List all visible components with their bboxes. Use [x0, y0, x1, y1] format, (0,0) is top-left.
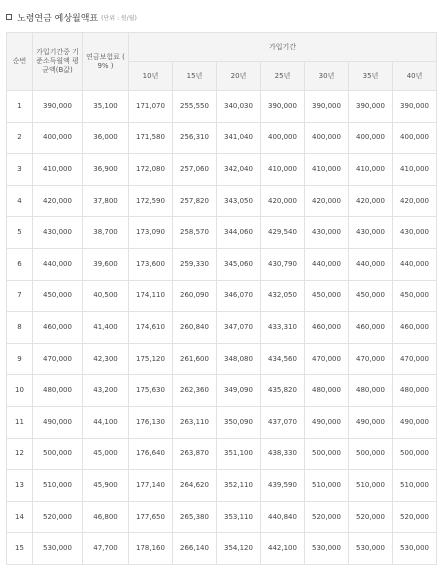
table-cell: 490,000: [33, 406, 83, 438]
table-cell: 264,620: [173, 470, 217, 502]
table-cell: 470,000: [33, 343, 83, 375]
table-cell: 256,310: [173, 122, 217, 154]
table-cell: 432,050: [261, 280, 305, 312]
table-cell: 178,160: [129, 533, 173, 565]
table-cell: 420,000: [349, 185, 393, 217]
table-row: [7, 91, 437, 123]
table-cell: 450,000: [305, 280, 349, 312]
table-cell: 460,000: [33, 312, 83, 344]
table-cell: 260,090: [173, 280, 217, 312]
table-cell: 36,000: [83, 122, 129, 154]
table-cell: 175,630: [129, 375, 173, 407]
table-cell: 500,000: [33, 438, 83, 470]
table-cell: 450,000: [393, 280, 437, 312]
row-number: 9: [7, 343, 33, 375]
table-cell: 263,870: [173, 438, 217, 470]
table-cell: 470,000: [393, 343, 437, 375]
table-cell: 259,330: [173, 248, 217, 280]
table-cell: 260,840: [173, 312, 217, 344]
table-cell: 439,590: [261, 470, 305, 502]
table-cell: 171,070: [129, 91, 173, 123]
row-number: 5: [7, 217, 33, 249]
table-cell: 400,000: [305, 122, 349, 154]
table-cell: 400,000: [393, 122, 437, 154]
table-cell: 410,000: [261, 154, 305, 186]
header-seq: 순번: [7, 33, 33, 91]
table-cell: 343,050: [217, 185, 261, 217]
table-cell: 390,000: [393, 91, 437, 123]
table-cell: 480,000: [349, 375, 393, 407]
row-number: 15: [7, 533, 33, 565]
table-cell: 430,000: [349, 217, 393, 249]
table-cell: 347,070: [217, 312, 261, 344]
table-cell: 437,070: [261, 406, 305, 438]
table-cell: 46,800: [83, 501, 129, 533]
table-row: [7, 375, 437, 407]
table-cell: 410,000: [393, 154, 437, 186]
row-number: 10: [7, 375, 33, 407]
table-row: [7, 438, 437, 470]
table-cell: 342,040: [217, 154, 261, 186]
table-cell: 390,000: [305, 91, 349, 123]
table-cell: 257,820: [173, 185, 217, 217]
table-cell: 349,090: [217, 375, 261, 407]
table-cell: 175,120: [129, 343, 173, 375]
table-cell: 40,500: [83, 280, 129, 312]
header-period: 가입기간: [129, 33, 437, 62]
row-number: 12: [7, 438, 33, 470]
table-cell: 440,000: [393, 248, 437, 280]
row-number: 11: [7, 406, 33, 438]
table-row: [7, 154, 437, 186]
row-number: 1: [7, 91, 33, 123]
table-cell: 400,000: [33, 122, 83, 154]
table-cell: 430,790: [261, 248, 305, 280]
table-cell: 420,000: [393, 185, 437, 217]
table-cell: 350,090: [217, 406, 261, 438]
table-cell: 440,000: [305, 248, 349, 280]
table-cell: 480,000: [33, 375, 83, 407]
table-cell: 440,000: [349, 248, 393, 280]
table-cell: 420,000: [33, 185, 83, 217]
header-period-col: 40년: [393, 62, 437, 91]
table-row: [7, 217, 437, 249]
table-cell: 263,110: [173, 406, 217, 438]
table-cell: 37,800: [83, 185, 129, 217]
table-cell: 500,000: [349, 438, 393, 470]
table-cell: 255,550: [173, 91, 217, 123]
table-cell: 45,900: [83, 470, 129, 502]
header-period-col: 15년: [173, 62, 217, 91]
table-cell: 500,000: [393, 438, 437, 470]
table-cell: 173,090: [129, 217, 173, 249]
table-cell: 480,000: [305, 375, 349, 407]
table-cell: 520,000: [393, 501, 437, 533]
square-bullet-icon: [6, 14, 12, 20]
row-number: 8: [7, 312, 33, 344]
table-cell: 530,000: [349, 533, 393, 565]
table-cell: 420,000: [305, 185, 349, 217]
table-cell: 434,560: [261, 343, 305, 375]
header-period-col: 20년: [217, 62, 261, 91]
table-cell: 44,100: [83, 406, 129, 438]
table-cell: 345,060: [217, 248, 261, 280]
table-cell: 460,000: [349, 312, 393, 344]
table-row: [7, 533, 437, 565]
table-cell: 171,580: [129, 122, 173, 154]
table-cell: 176,130: [129, 406, 173, 438]
pension-table: [6, 32, 437, 565]
table-cell: 430,000: [393, 217, 437, 249]
table-cell: 430,000: [305, 217, 349, 249]
table-cell: 410,000: [305, 154, 349, 186]
table-cell: 173,600: [129, 248, 173, 280]
table-row: [7, 122, 437, 154]
table-cell: 433,310: [261, 312, 305, 344]
table-cell: 172,590: [129, 185, 173, 217]
table-cell: 353,110: [217, 501, 261, 533]
table-cell: 172,080: [129, 154, 173, 186]
header-period-col: 35년: [349, 62, 393, 91]
table-cell: 258,570: [173, 217, 217, 249]
row-number: 2: [7, 122, 33, 154]
table-cell: 520,000: [33, 501, 83, 533]
header-period-col: 25년: [261, 62, 305, 91]
row-number: 14: [7, 501, 33, 533]
table-row: [7, 185, 437, 217]
table-cell: 390,000: [349, 91, 393, 123]
table-cell: 429,540: [261, 217, 305, 249]
table-cell: 174,110: [129, 280, 173, 312]
table-cell: 500,000: [305, 438, 349, 470]
table-cell: 344,060: [217, 217, 261, 249]
table-row: [7, 406, 437, 438]
unit-note: (단위 : 원/월): [101, 14, 137, 22]
table-cell: 410,000: [33, 154, 83, 186]
table-cell: 530,000: [33, 533, 83, 565]
header-income: 가입기간중 기준소득월액 평균액(B값): [33, 33, 83, 91]
row-number: 3: [7, 154, 33, 186]
table-cell: 420,000: [261, 185, 305, 217]
row-number: 6: [7, 248, 33, 280]
table-row: [7, 470, 437, 502]
table-cell: 530,000: [305, 533, 349, 565]
table-cell: 174,610: [129, 312, 173, 344]
table-cell: 440,000: [33, 248, 83, 280]
table-cell: 460,000: [393, 312, 437, 344]
table-cell: 450,000: [33, 280, 83, 312]
table-row: [7, 248, 437, 280]
page-title: 노령연금 예상월액표: [17, 13, 99, 24]
table-cell: 520,000: [349, 501, 393, 533]
table-cell: 341,040: [217, 122, 261, 154]
row-number: 4: [7, 185, 33, 217]
table-cell: 438,330: [261, 438, 305, 470]
table-cell: 490,000: [349, 406, 393, 438]
table-cell: 340,030: [217, 91, 261, 123]
table-row: [7, 312, 437, 344]
header-period-col: 10년: [129, 62, 173, 91]
table-cell: 430,000: [33, 217, 83, 249]
table-row: [7, 501, 437, 533]
title-bar: [6, 10, 137, 24]
table-cell: 262,360: [173, 375, 217, 407]
table-cell: 45,000: [83, 438, 129, 470]
table-cell: 470,000: [349, 343, 393, 375]
table-cell: 510,000: [305, 470, 349, 502]
table-row: [7, 343, 437, 375]
table-cell: 520,000: [305, 501, 349, 533]
table-cell: 352,110: [217, 470, 261, 502]
table-cell: 410,000: [349, 154, 393, 186]
table-cell: 460,000: [305, 312, 349, 344]
table-cell: 490,000: [393, 406, 437, 438]
table-cell: 39,600: [83, 248, 129, 280]
table-cell: 35,100: [83, 91, 129, 123]
table-cell: 43,200: [83, 375, 129, 407]
table-cell: 261,600: [173, 343, 217, 375]
table-cell: 510,000: [349, 470, 393, 502]
table-cell: 42,300: [83, 343, 129, 375]
table-cell: 177,650: [129, 501, 173, 533]
table-cell: 346,070: [217, 280, 261, 312]
table-cell: 400,000: [261, 122, 305, 154]
table-cell: 490,000: [305, 406, 349, 438]
header-period-col: 30년: [305, 62, 349, 91]
table-cell: 47,700: [83, 533, 129, 565]
table-cell: 400,000: [349, 122, 393, 154]
table-cell: 510,000: [393, 470, 437, 502]
table-cell: 351,100: [217, 438, 261, 470]
table-cell: 266,140: [173, 533, 217, 565]
table-cell: 265,380: [173, 501, 217, 533]
table-cell: 257,060: [173, 154, 217, 186]
header-premium: 연금보험료 ( 9% ): [83, 33, 129, 91]
table-cell: 354,120: [217, 533, 261, 565]
table-cell: 435,820: [261, 375, 305, 407]
table-row: [7, 280, 437, 312]
table-cell: 38,700: [83, 217, 129, 249]
row-number: 7: [7, 280, 33, 312]
table-cell: 450,000: [349, 280, 393, 312]
table-cell: 390,000: [33, 91, 83, 123]
table-cell: 390,000: [261, 91, 305, 123]
table-cell: 440,840: [261, 501, 305, 533]
table-cell: 510,000: [33, 470, 83, 502]
table-cell: 530,000: [393, 533, 437, 565]
table-cell: 36,900: [83, 154, 129, 186]
table-cell: 470,000: [305, 343, 349, 375]
table-cell: 176,640: [129, 438, 173, 470]
table-cell: 41,400: [83, 312, 129, 344]
table-cell: 442,100: [261, 533, 305, 565]
table-cell: 177,140: [129, 470, 173, 502]
table-cell: 348,080: [217, 343, 261, 375]
row-number: 13: [7, 470, 33, 502]
table-cell: 480,000: [393, 375, 437, 407]
